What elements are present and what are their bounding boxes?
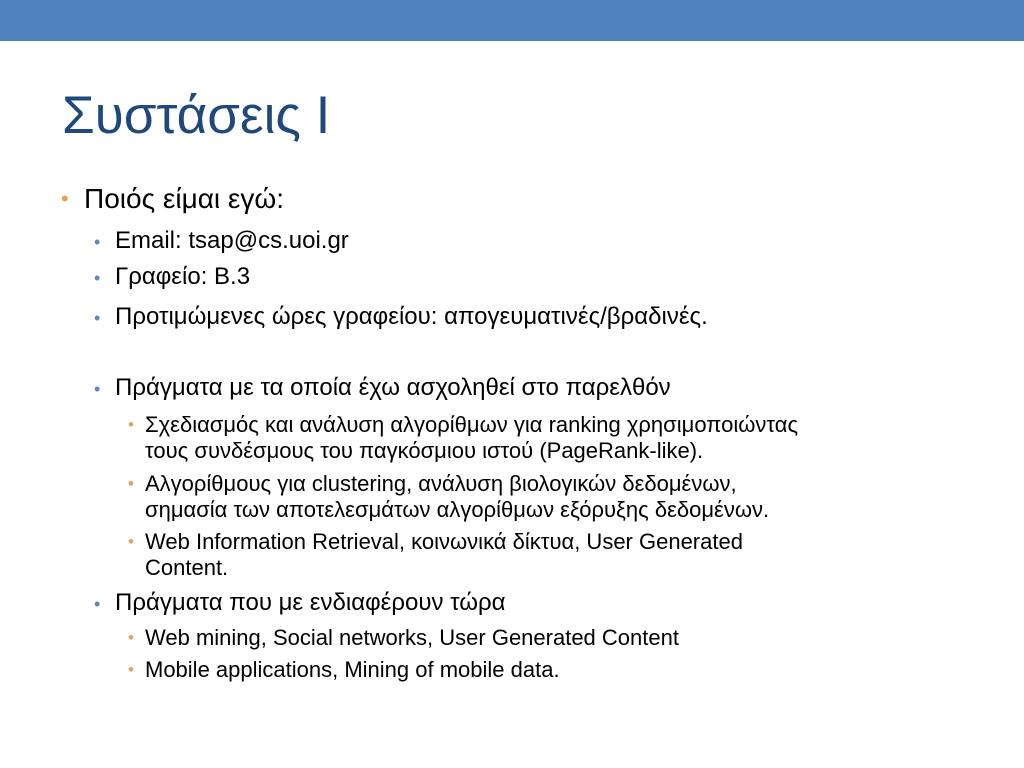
list-item-text: Πράγματα που με ενδιαφέρουν τώρα xyxy=(115,589,506,616)
list-item-text: Γραφείο: Β.3 xyxy=(115,263,251,290)
bullet-icon: • xyxy=(94,268,101,288)
bullet-icon: • xyxy=(128,660,134,679)
list-item-text: Πράγματα με τα οποία έχω ασχοληθεί στο παρελθόν xyxy=(115,374,671,401)
list-item-mobile xyxy=(128,657,560,683)
bullet-icon: • xyxy=(128,628,134,647)
bullet-icon: • xyxy=(61,186,69,211)
bullet-icon: • xyxy=(128,415,134,434)
list-item-text: Web mining, Social networks, User Generated Content xyxy=(145,625,679,650)
list-item-text-line2: Content. xyxy=(145,555,229,580)
list-item-office-hours xyxy=(94,303,708,331)
list-item-text: Mobile applications, Mining of mobile data. xyxy=(145,657,560,682)
list-item-clustering xyxy=(128,471,770,523)
list-item-text-line1: Web Information Retrieval, κοινωνικά δίκτυα, User Generated xyxy=(145,529,743,554)
list-item-past-work xyxy=(94,374,671,402)
bullet-icon: • xyxy=(94,308,101,328)
list-item-text: Ποιός είμαι εγώ: xyxy=(84,183,285,214)
bullet-icon: • xyxy=(94,232,101,252)
list-item-web-mining xyxy=(128,625,679,651)
list-item-ranking xyxy=(128,412,799,464)
slide-title: Συστάσεις Ι xyxy=(62,86,331,145)
list-item-text-line2: τους συνδέσμους του παγκόσμιου ιστού (PageRank-like). xyxy=(145,438,704,463)
bullet-icon: • xyxy=(94,379,101,399)
bullet-icon: • xyxy=(128,532,134,551)
list-item-text: Email: tsap@cs.uoi.gr xyxy=(115,227,349,254)
list-item-current-interests xyxy=(94,589,506,617)
list-item-web-ir xyxy=(128,529,743,581)
list-item-whoami xyxy=(61,183,285,215)
list-item-text-line1: Σχεδιασμός και ανάλυση αλγορίθμων για ranking χρησιμοποιώντας xyxy=(145,412,799,437)
list-item-text: Προτιμώμενες ώρες γραφείου: απογευματινές/βραδινές. xyxy=(115,303,708,330)
bullet-icon: • xyxy=(94,594,101,614)
list-item-text-line2: σημασία των αποτελεσμάτων αλγορίθμων εξόρυξης δεδομένων. xyxy=(145,497,770,522)
bullet-icon: • xyxy=(128,474,134,493)
list-item-text-line1: Αλγορίθμους για clustering, ανάλυση βιολογικών δεδομένων, xyxy=(145,471,737,496)
list-item-office xyxy=(94,263,251,291)
list-item-email xyxy=(94,227,349,255)
